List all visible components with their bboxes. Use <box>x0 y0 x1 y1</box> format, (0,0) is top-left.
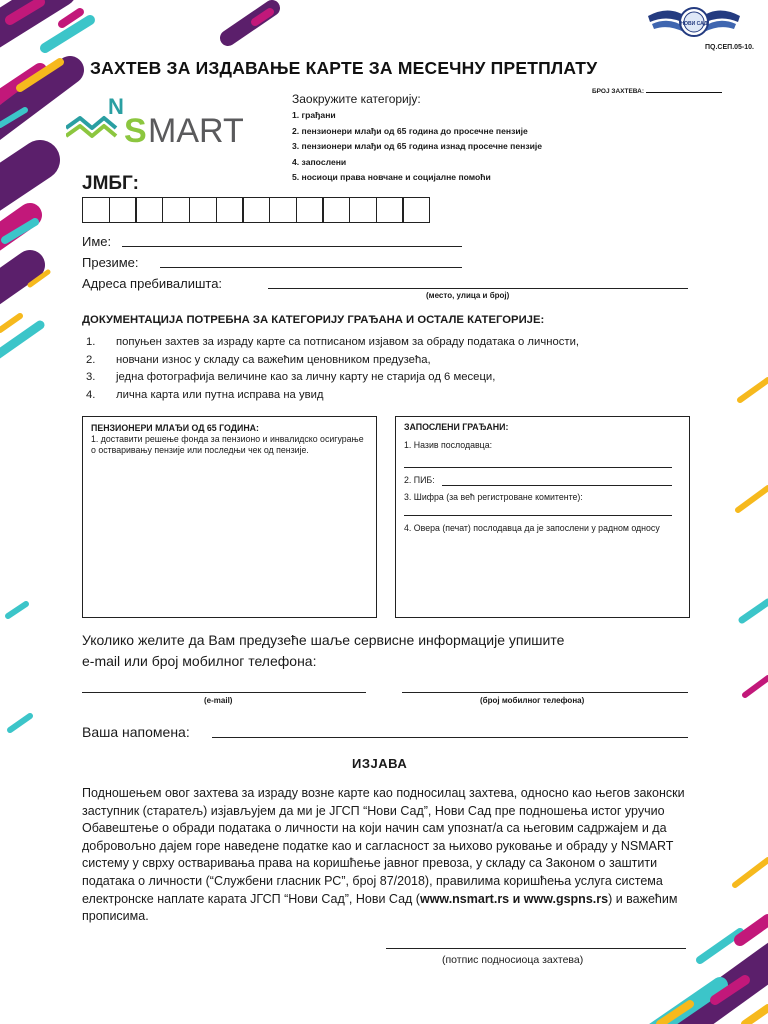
last-name-field[interactable] <box>160 267 462 268</box>
pib-label: 2. ПИБ: <box>404 475 435 485</box>
email-hint: (e-mail) <box>204 696 233 705</box>
gspns-link[interactable]: www.gspns.rs <box>523 891 609 906</box>
employer-name-field[interactable] <box>404 467 672 468</box>
address-field[interactable] <box>268 288 688 289</box>
phone-field[interactable] <box>402 692 688 693</box>
logo-mart: MART <box>148 112 244 150</box>
request-number <box>592 86 722 95</box>
first-name-label: Име: <box>82 234 112 249</box>
logo-s: S <box>124 112 147 150</box>
documentation-title: ДОКУМЕНТАЦИЈА ПОТРЕБНА ЗА КАТЕГОРИЈУ ГРАЂАНА И ОСТАЛЕ КАТЕГОРИЈЕ: <box>82 314 545 326</box>
jmbg-digit-box[interactable] <box>296 197 324 223</box>
jmbg-digit-box[interactable] <box>402 197 430 223</box>
signature-hint: (потпис подносиоца захтева) <box>442 954 584 966</box>
jmbg-digit-box[interactable] <box>216 197 244 223</box>
category-list <box>292 110 542 188</box>
category-title: Заокружите категорију: <box>292 92 421 106</box>
pensioners-box <box>82 416 377 618</box>
jmbg-digit-box[interactable] <box>135 197 163 223</box>
phone-hint: (број мобилног телефона) <box>480 696 585 705</box>
employed-box <box>395 416 690 618</box>
note-field[interactable] <box>212 737 688 738</box>
address-hint: (место, улица и број) <box>426 291 510 300</box>
contact-info-text <box>82 630 564 672</box>
customer-code-label: 3. Шифра (за већ регистроване комитенте): <box>404 492 583 502</box>
gsp-emblem-icon <box>646 2 742 42</box>
jmbg-digit-box[interactable] <box>376 197 404 223</box>
category-item[interactable]: 2. пензионери млађи од 65 година до просечне пензије <box>292 125 528 136</box>
jmbg-label: ЈМБГ: <box>82 173 139 194</box>
employer-name-label: 1. Назив послодавца: <box>404 440 493 450</box>
jmbg-digit-box[interactable] <box>322 197 350 223</box>
address-label: Адреса пребивалишта: <box>82 276 223 291</box>
jmbg-digit-box[interactable] <box>349 197 377 223</box>
pensioners-box-title: ПЕНЗИОНЕРИ МЛАЂИ ОД 65 ГОДИНА: <box>91 423 259 433</box>
logo-n: N <box>108 94 124 119</box>
declaration-text: Подношењем овог захтева за израду возне карте као подносилац захтева, односно као његов законски заступник (старатељ) изјављујем да ми је ЈГСП “Нови Сад”, Нови Сад пре подношења истог уручио Обавештење о обради података о личности на који начин сам упознат/а са његовим садржајем и да добровољно дајем горе наведене податке као и сагласност за њихово руковање и обраду у NSMART систему у сврху остваривања права на коришћење јавног превоза, у складу са Законом о заштити података о личности (“Службени гласник РС”, број 87/2018), правилима коришћења услуга система електронске наплате карата ЈГСП “Нови Сад”, Нови Сад (www.nsmart.rs и www.gspns.rs) и важећим прописима. <box>82 786 685 924</box>
nsmart-logo <box>66 92 266 150</box>
employer-stamp-label: 4. Овера (печат) послодавца да је запослени у радном односу <box>404 523 660 533</box>
documentation-item: 4. лична карта или путна исправа на увид <box>86 388 324 401</box>
form-code: ПQ.СЕП.05-10. <box>705 44 754 51</box>
nsmart-link[interactable]: www.nsmart.rs <box>419 891 510 906</box>
signature-field[interactable] <box>386 948 686 949</box>
emblem-text: НОВИ САД <box>680 21 708 27</box>
jmbg-digit-box[interactable] <box>82 197 110 223</box>
documentation-list <box>86 336 579 406</box>
employed-box-title: ЗАПОСЛЕНИ ГРАЂАНИ: <box>404 422 509 432</box>
jmbg-input[interactable] <box>82 197 429 223</box>
category-item[interactable]: 3. пензионери млађи од 65 година изнад просечне пензије <box>292 141 543 151</box>
pib-field[interactable] <box>442 485 672 486</box>
jmbg-digit-box[interactable] <box>109 197 137 223</box>
documentation-item: 1. попуњен захтев за израду карте са потписаном изјавом за обраду података о личности, <box>86 336 580 348</box>
note-label: Ваша напомена: <box>82 724 190 740</box>
pensioners-box-text: 1. доставити решење фонда за пензионо и инвалидско осигурање о остваривању пензије или последњи чек од пензије. <box>91 434 364 455</box>
jmbg-digit-box[interactable] <box>242 197 270 223</box>
jmbg-digit-box[interactable] <box>269 197 297 223</box>
documentation-item: 3. једна фотографија величине као за личну карту не старија од 6 месеци, <box>86 371 496 383</box>
customer-code-field[interactable] <box>404 515 672 516</box>
declaration-title: ИЗЈАВА <box>352 756 408 771</box>
jmbg-digit-box[interactable] <box>162 197 190 223</box>
jmbg-digit-box[interactable] <box>189 197 217 223</box>
category-item[interactable]: 1. грађани <box>292 110 336 120</box>
contact-line-1: Уколико желите да Вам предузеће шаље сервисне информације упишите <box>82 632 565 648</box>
category-item[interactable]: 5. носиоци права новчане и социјалне помоћи <box>292 172 491 182</box>
contact-line-2: e-mail или број мобилног телефона: <box>82 653 317 669</box>
first-name-field[interactable] <box>122 246 462 247</box>
last-name-label: Презиме: <box>82 255 139 270</box>
email-field[interactable] <box>82 692 366 693</box>
request-number-line[interactable] <box>646 86 722 93</box>
request-number-label: БРОЈ ЗАХТЕВА: <box>592 88 645 95</box>
page-title: ЗАХТЕВ ЗА ИЗДАВАЊЕ КАРТЕ ЗА МЕСЕЧНУ ПРЕТПЛАТУ <box>90 58 598 78</box>
documentation-item: 2. новчани износ у складу са важећим ценовником предузећа, <box>86 353 431 366</box>
category-item[interactable]: 4. запослени <box>292 156 347 167</box>
